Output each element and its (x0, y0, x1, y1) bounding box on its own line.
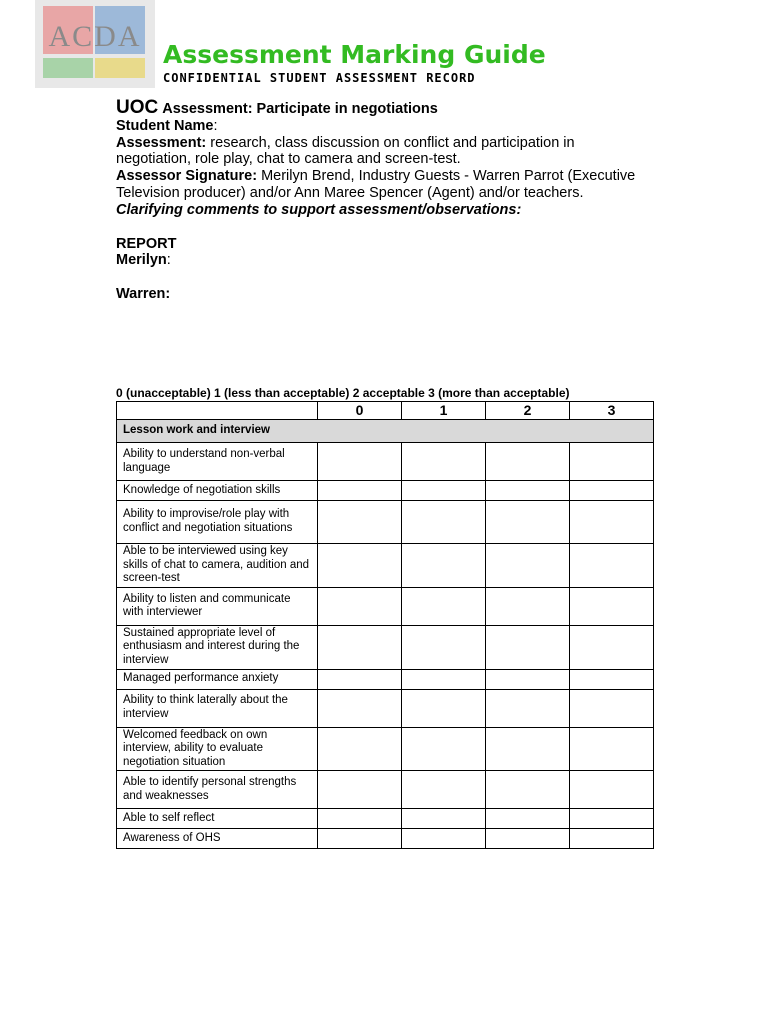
column-header: 2 (486, 402, 570, 420)
criterion: Ability to listen and communicate with interviewer (117, 587, 318, 625)
criterion: Ability to think laterally about the interview (117, 689, 318, 727)
score-cell[interactable] (486, 544, 570, 588)
column-header: 3 (570, 402, 654, 420)
score-cell[interactable] (318, 809, 402, 829)
table-row (117, 625, 654, 669)
rating-scale: 0 (unacceptable) 1 (less than acceptable) 2 acceptable 3 (more than acceptable) (116, 386, 570, 400)
score-cell[interactable] (402, 587, 486, 625)
report-label: REPORT (116, 235, 177, 252)
criterion: Awareness of OHS (117, 829, 318, 849)
assessment-value: research, class discussion on conflict and participation in negotiation, role play, chat to camera and screen-test. (116, 134, 575, 168)
score-cell[interactable] (570, 443, 654, 481)
score-cell[interactable] (318, 829, 402, 849)
table-header-row (117, 402, 654, 420)
score-cell[interactable] (570, 501, 654, 544)
record-details (116, 97, 636, 303)
signature-value: Merilyn Brend, Industry Guests - Warren Parrot (Executive Television producer) and/or Ann Maree Spencer (Agent) and/or teachers. (116, 168, 636, 201)
score-cell[interactable] (318, 771, 402, 809)
score-cell[interactable] (570, 727, 654, 771)
score-cell[interactable] (570, 771, 654, 809)
score-cell[interactable] (570, 481, 654, 501)
score-cell[interactable] (318, 544, 402, 588)
page-subtitle: CONFIDENTIAL STUDENT ASSESSMENT RECORD (163, 71, 476, 85)
score-cell[interactable] (402, 689, 486, 727)
column-header: 1 (402, 402, 486, 420)
score-cell[interactable] (318, 481, 402, 501)
table-row (117, 481, 654, 501)
score-cell[interactable] (570, 544, 654, 588)
comments-line (116, 202, 636, 219)
assessment-table (116, 401, 654, 849)
logo-text: ACDA (48, 20, 142, 53)
uoc-label: UOC (116, 97, 159, 118)
score-cell[interactable] (486, 669, 570, 689)
criterion: Welcomed feedback on own interview, ability to evaluate negotiation situation (117, 727, 318, 771)
score-cell[interactable] (318, 587, 402, 625)
score-cell[interactable] (570, 689, 654, 727)
warren-label: Warren: (116, 286, 171, 303)
score-cell[interactable] (570, 669, 654, 689)
score-cell[interactable] (402, 443, 486, 481)
score-cell[interactable] (318, 443, 402, 481)
merilyn-line (116, 252, 636, 269)
score-cell[interactable] (318, 689, 402, 727)
score-cell[interactable] (486, 481, 570, 501)
criterion: Ability to improvise/role play with conflict and negotiation situations (117, 501, 318, 544)
score-cell[interactable] (486, 689, 570, 727)
table-row (117, 771, 654, 809)
table-row (117, 689, 654, 727)
score-cell[interactable] (486, 771, 570, 809)
score-cell[interactable] (486, 727, 570, 771)
table-row (117, 809, 654, 829)
score-cell[interactable] (486, 443, 570, 481)
score-cell[interactable] (402, 669, 486, 689)
score-cell[interactable] (402, 544, 486, 588)
score-cell[interactable] (402, 771, 486, 809)
score-cell[interactable] (402, 481, 486, 501)
table-row (117, 501, 654, 544)
score-cell[interactable] (570, 625, 654, 669)
table-row (117, 669, 654, 689)
assessment-line (116, 135, 636, 169)
criterion: Able to self reflect (117, 809, 318, 829)
merilyn-colon: : (166, 252, 171, 269)
uoc-value: Assessment: Participate in negotiations (162, 101, 438, 117)
score-cell[interactable] (486, 809, 570, 829)
criterion: Managed performance anxiety (117, 669, 318, 689)
score-cell[interactable] (402, 625, 486, 669)
criterion: Able to be interviewed using key skills of chat to camera, audition and screen-test (117, 544, 318, 588)
score-cell[interactable] (318, 727, 402, 771)
criterion: Sustained appropriate level of enthusiasm and interest during the interview (117, 625, 318, 669)
comments-label: Clarifying comments to support assessment/observations: (116, 201, 522, 218)
student-name-colon: : (213, 117, 218, 134)
score-cell[interactable] (402, 727, 486, 771)
criterion: Ability to understand non-verbal language (117, 443, 318, 481)
score-cell[interactable] (402, 809, 486, 829)
score-cell[interactable] (486, 501, 570, 544)
section-title: Lesson work and interview (117, 420, 654, 443)
column-header (117, 402, 318, 420)
score-cell[interactable] (486, 829, 570, 849)
table-row (117, 544, 654, 588)
score-cell[interactable] (318, 669, 402, 689)
score-cell[interactable] (402, 501, 486, 544)
criterion: Able to identify personal strengths and weaknesses (117, 771, 318, 809)
score-cell[interactable] (402, 829, 486, 849)
table-row (117, 727, 654, 771)
assessment-label: Assessment: (116, 134, 207, 151)
criterion: Knowledge of negotiation skills (117, 481, 318, 501)
score-cell[interactable] (570, 587, 654, 625)
score-cell[interactable] (570, 809, 654, 829)
acda-logo (35, 0, 155, 88)
table-row (117, 829, 654, 849)
signature-line (116, 168, 636, 202)
section-row (117, 420, 654, 443)
column-header: 0 (318, 402, 402, 420)
table-row (117, 587, 654, 625)
signature-label: Assessor Signature: (116, 168, 258, 185)
merilyn-label: Merilyn (116, 252, 167, 269)
table-row (117, 443, 654, 481)
student-name-line (116, 118, 636, 135)
score-cell[interactable] (318, 501, 402, 544)
score-cell[interactable] (318, 625, 402, 669)
student-name-label: Student Name (116, 117, 214, 134)
score-cell[interactable] (570, 829, 654, 849)
uoc-line (116, 97, 636, 118)
score-cell[interactable] (486, 587, 570, 625)
page-title: Assessment Marking Guide (163, 40, 546, 69)
score-cell[interactable] (486, 625, 570, 669)
